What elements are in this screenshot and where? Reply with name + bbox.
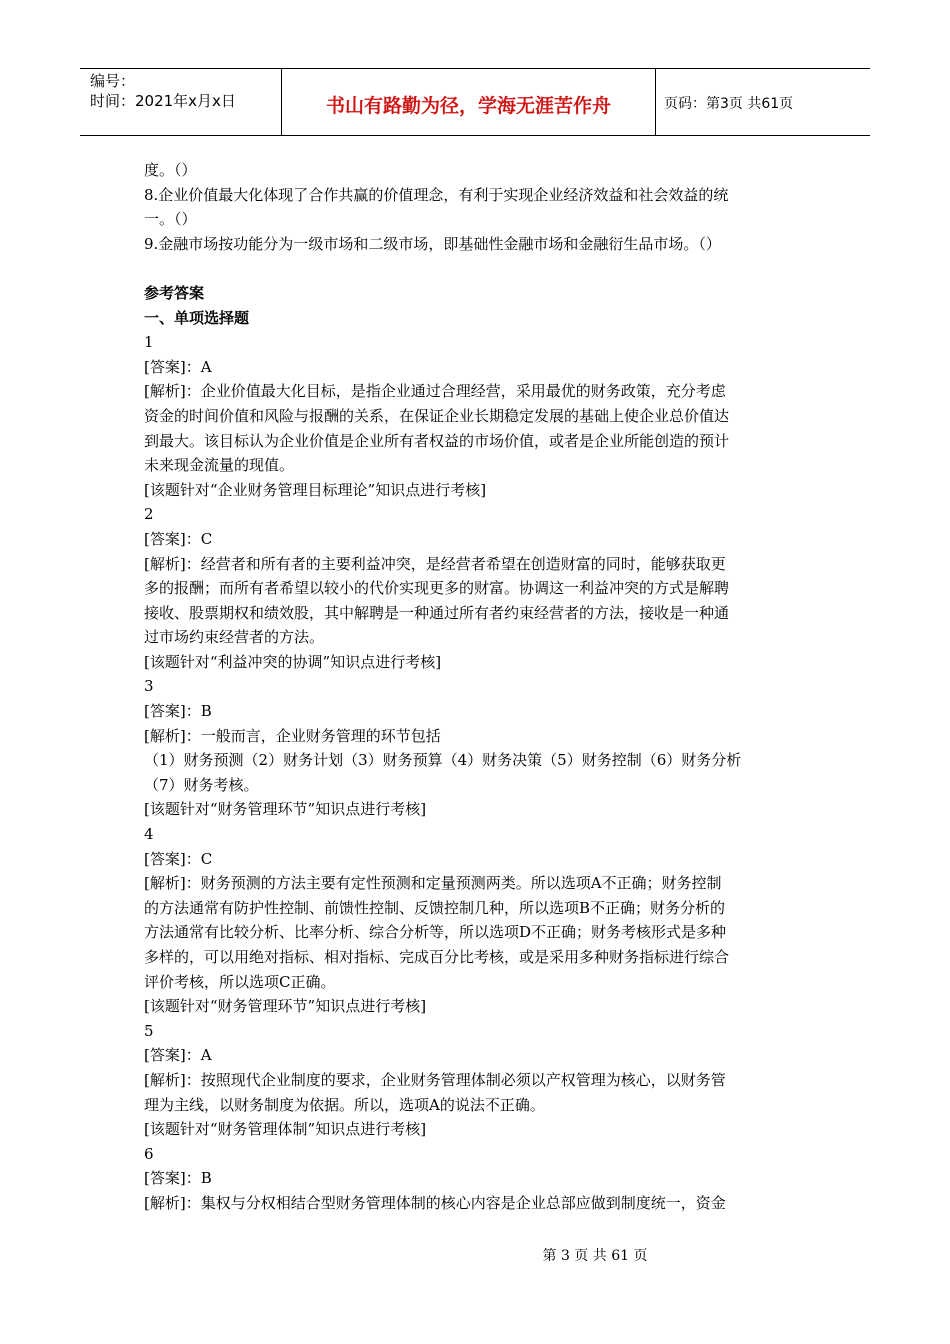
analysis-line: [解析]：一般而言，企业财务管理的环节包括 — [144, 726, 441, 745]
number-label: 编号： — [90, 72, 136, 90]
text-line: 理为主线，以财务制度为依据。所以，选项A的说法不正确。 — [144, 1095, 545, 1114]
text-line: 到最大。该目标认为企业价值是企业所有者权益的市场价值，或者是企业所能创造的预计 — [144, 431, 730, 450]
header-motto: 书山有路勤为径，学海无涯苦作舟 — [282, 69, 656, 135]
text-line: 资金的时间价值和风险与报酬的关系，在保证企业长期稳定发展的基础上使企业总价值达 — [144, 406, 730, 425]
topic-note: [该题针对“财务管理环节”知识点进行考核] — [144, 997, 427, 1016]
page-header — [80, 68, 870, 136]
page-footer: 第 3 页 共 61 页 — [542, 1248, 648, 1264]
question-number: 1 — [144, 333, 154, 352]
text-line: （1）财务预测（2）财务计划（3）财务预算（4）财务决策（5）财务控制（6）财务分析 — [144, 751, 742, 770]
text-line: 度。（） — [144, 161, 197, 179]
time-label: 时间：2021年x月x日 — [90, 92, 236, 110]
analysis-line: [解析]：按照现代企业制度的要求，企业财务管理体制必须以产权管理为核心，以财务管 — [144, 1070, 726, 1089]
text-line: 9.金融市场按功能分为一级市场和二级市场，即基础性金融市场和金融衍生品市场。（） — [144, 234, 721, 253]
header-page-info: 页码：第3页 共61页 — [664, 96, 794, 112]
text-line: 的方法通常有防护性控制、前馈性控制、反馈控制几种，所以选项B不正确；财务分析的 — [144, 898, 726, 917]
text-line: （7）财务考核。 — [144, 775, 259, 794]
text-line: 方法通常有比较分析、比率分析、综合分析等，所以选项D不正确；财务考核形式是多种 — [144, 923, 727, 942]
answer-line: [答案]：A — [144, 1046, 212, 1065]
question-number: 5 — [144, 1021, 154, 1040]
text-line: 多的报酬；而所有者希望以较小的代价实现更多的财富。协调这一利益冲突的方式是解聘 — [144, 579, 730, 598]
topic-note: [该题针对“财务管理环节”知识点进行考核] — [144, 800, 427, 819]
topic-note: [该题针对“财务管理体制”知识点进行考核] — [144, 1120, 427, 1139]
text-line: 过市场约束经营者的方法。 — [144, 628, 325, 647]
document-body — [144, 158, 809, 1216]
text-line: 8.企业价值最大化体现了合作共赢的价值理念，有利于实现企业经济效益和社会效益的统 — [144, 185, 729, 204]
section-subtitle: 一、单项选择题 — [144, 308, 250, 327]
topic-note: [该题针对“企业财务管理目标理论”知识点进行考核] — [144, 480, 487, 499]
question-number: 4 — [144, 825, 154, 844]
blank-line — [144, 256, 809, 281]
question-number: 2 — [144, 505, 154, 524]
analysis-line: [解析]：经营者和所有者的主要利益冲突，是经营者希望在创造财富的同时，能够获取更 — [144, 554, 726, 573]
question-number: 6 — [144, 1144, 154, 1163]
text-line: 一。（） — [144, 210, 197, 229]
question-number: 3 — [144, 677, 154, 696]
header-meta — [80, 69, 282, 135]
answer-line: [答案]：C — [144, 529, 213, 548]
answer-line: [答案]：A — [144, 357, 212, 376]
text-line: 多样的，可以用绝对指标、相对指标、完成百分比考核，或是采用多种财务指标进行综合 — [144, 948, 730, 966]
analysis-line: [解析]：企业价值最大化目标，是指企业通过合理经营，采用最优的财务政策，充分考虑 — [144, 382, 726, 401]
text-line: 评价考核，所以选项C正确。 — [144, 972, 336, 991]
analysis-line: [解析]：集权与分权相结合型财务管理体制的核心内容是企业总部应做到制度统一，资金 — [144, 1193, 726, 1212]
analysis-line: [解析]：财务预测的方法主要有定性预测和定量预测两类。所以选项A不正确；财务控制 — [144, 874, 722, 893]
answer-line: [答案]：B — [144, 702, 212, 721]
topic-note: [该题针对“利益冲突的协调”知识点进行考核] — [144, 652, 442, 671]
section-title: 参考答案 — [144, 283, 205, 302]
answer-line: [答案]：C — [144, 849, 213, 868]
answer-line: [答案]：B — [144, 1169, 212, 1188]
text-line: 未来现金流量的现值。 — [144, 456, 295, 475]
text-line: 接收、股票期权和绩效股，其中解聘是一种通过所有者约束经营者的方法，接收是一种通 — [144, 603, 730, 622]
